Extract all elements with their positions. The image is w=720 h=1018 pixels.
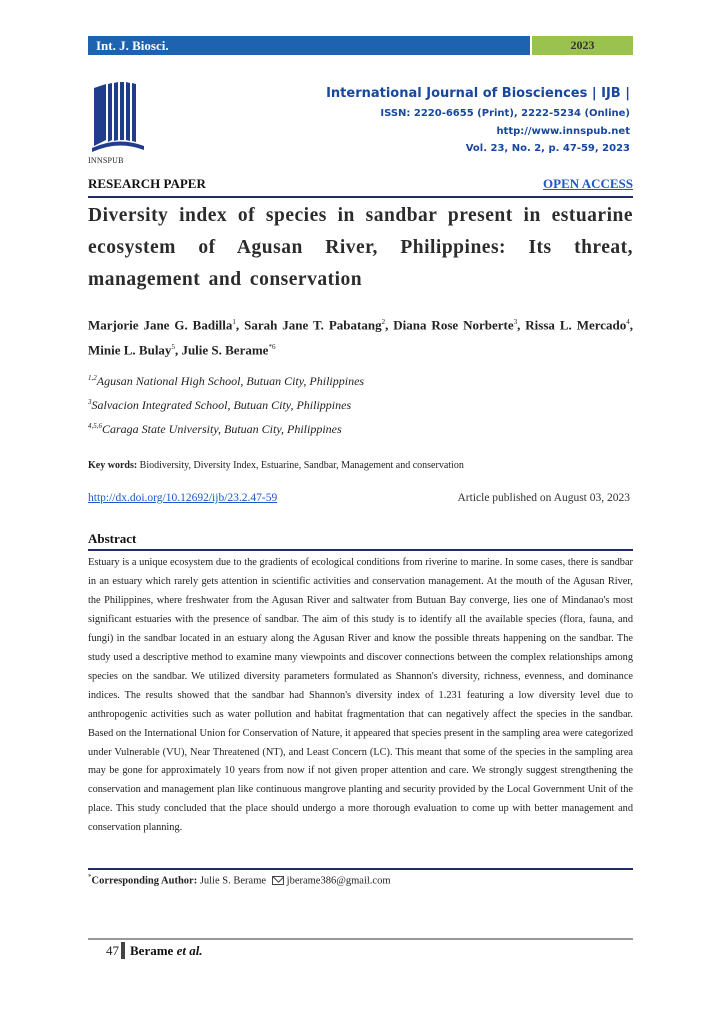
journal-url[interactable]: http://www.innspub.net bbox=[496, 126, 630, 137]
article-type-label: RESEARCH PAPER bbox=[88, 176, 206, 191]
innspub-logo bbox=[88, 80, 148, 170]
affiliation-text: Agusan National High School, Butuan City, Philippines bbox=[96, 374, 365, 388]
affiliation-mark: 1,2 bbox=[88, 374, 97, 382]
title-line: Diversity index of species in sandbar present in estuarine bbox=[88, 205, 633, 226]
author-name: Rissa L. Mercado bbox=[525, 317, 627, 333]
affiliation-text: Salvacion Integrated School, Butuan City, Philippines bbox=[91, 398, 352, 412]
open-access-link[interactable]: OPEN ACCESS bbox=[543, 176, 633, 191]
affiliation bbox=[88, 422, 342, 437]
footer-et-al: et al. bbox=[176, 943, 203, 958]
page-number: 47 bbox=[106, 943, 119, 958]
book-logo-icon bbox=[88, 80, 148, 156]
article-title bbox=[88, 200, 633, 296]
journal-volume: Vol. 23, No. 2, p. 47-59, 2023 bbox=[465, 143, 630, 154]
author-affiliation-mark: 1 bbox=[232, 318, 236, 326]
envelope-icon bbox=[272, 876, 284, 885]
author-name: Diana Rose Norberte bbox=[393, 317, 514, 333]
logo-label: INNSPUB bbox=[88, 156, 124, 165]
affiliation-text: Caraga State University, Butuan City, Philippines bbox=[102, 422, 342, 436]
journal-short-name: Int. J. Biosci. bbox=[88, 36, 530, 55]
affiliation bbox=[88, 374, 364, 389]
footer-divider bbox=[121, 942, 125, 959]
title-line: ecosystem of Agusan River, Philippines: Its threat, bbox=[88, 237, 633, 258]
journal-top-bar bbox=[88, 36, 633, 55]
publication-date: Article published on August 03, 2023 bbox=[457, 492, 630, 504]
keywords-label: Key words: bbox=[88, 460, 138, 471]
title-line: management and conservation bbox=[88, 269, 363, 290]
author-name: Sarah Jane T. Pabatang bbox=[244, 317, 382, 333]
abstract-text: Estuary is a unique ecosystem due to the gradients of ecological conditions from riverine to marine. In some cases, there is sandbar in an estuary which rarely gets attention in scientific activities and conservation management. At the mouth of the Agusan River, the Philippines, where freshwater from the Agusan River and saltwater from Butuan Bay converge, lies one of Mindanao's most significant estuaries with the presence of sandbar. The aim of this study is to identify all the available species (flora, fauna, and fungi) in the sandbar located in an estuary along the Agusan River and know the possible threats happening on the sandbar. The study used a descriptive method to examine many viewpoints and discover connections between the complex relationships among species on the sandbar. We utilized diversity parameters formulated as Shannon's diversity, richness, evenness, and dominance indices. The results showed that the sandbar had Shannon's diversity index of 1.231 featuring a low diversity level due to anthropogenic activities such as water pollution and habitat fragmentation that can negatively affect the species in the sandbar. Based on the International Union for Conservation of Nature, it appeared that species present in the sampling area were categorized under Vulnerable (VU), Near Threatened (NT), and Least Concern (LC). This meant that some of the species in the sampling area may be gone for approximately 10 years from now if not given proper attention and care. We strongly suggest strengthening the conservation and management plan like continuous mangrove planting and security provided by the Local Government Unit of the place. This study concluded that the place should undergo a more thorough evaluation to come up with better management and conservation planning. bbox=[88, 557, 633, 834]
abstract-top-rule bbox=[88, 549, 633, 551]
author-list: Marjorie Jane G. Badilla$^1$, Sarah Jane T. Pabatang$^2$, Diana Rose Norberte$^3$, Rissa L. Mercado$^4$, Minie L. Bulay$^5$, Julie S. Berame$^{*6}$ bbox=[88, 317, 634, 358]
corresponding-label: Corresponding Author: bbox=[91, 875, 198, 887]
corresponding-email[interactable]: jberame386@gmail.com bbox=[286, 875, 391, 887]
keywords bbox=[88, 460, 464, 471]
corresponding-name: Julie S. Berame bbox=[199, 875, 267, 887]
doi-link[interactable]: http://dx.doi.org/10.12692/ijb/23.2.47-59 bbox=[88, 492, 278, 504]
corresponding-mark: * bbox=[88, 873, 92, 881]
corresponding-author bbox=[88, 873, 391, 887]
article-type-bar bbox=[88, 176, 633, 198]
abstract-bottom-rule bbox=[88, 868, 633, 870]
journal-full-title: International Journal of Biosciences | IJB | bbox=[326, 86, 630, 101]
affiliation bbox=[88, 398, 351, 413]
abstract-heading: Abstract bbox=[88, 531, 137, 546]
footer-author bbox=[130, 943, 203, 959]
author-affiliation-mark: 3 bbox=[513, 318, 518, 326]
author-name: Minie L. Bulay bbox=[88, 342, 172, 358]
footer-author-name: Berame bbox=[130, 943, 174, 958]
affiliation-mark: 4,5,6 bbox=[88, 422, 102, 430]
author-affiliation-mark: 2 bbox=[381, 318, 386, 326]
author-affiliation-mark: 4 bbox=[626, 318, 630, 326]
author-name: Julie S. Berame bbox=[181, 342, 269, 358]
affiliation-mark: 3 bbox=[88, 398, 92, 406]
author-affiliation-mark: *6 bbox=[268, 343, 276, 352]
author-affiliation-mark: 5 bbox=[171, 343, 175, 352]
journal-year: 2023 bbox=[532, 36, 633, 55]
author-name: Marjorie Jane G. Badilla bbox=[88, 317, 233, 333]
journal-issn: ISSN: 2220-6655 (Print), 2222-5234 (Online) bbox=[380, 108, 630, 119]
footer-rule bbox=[88, 938, 633, 940]
keywords-text: Biodiversity, Diversity Index, Estuarine, Sandbar, Management and conservation bbox=[139, 460, 464, 471]
